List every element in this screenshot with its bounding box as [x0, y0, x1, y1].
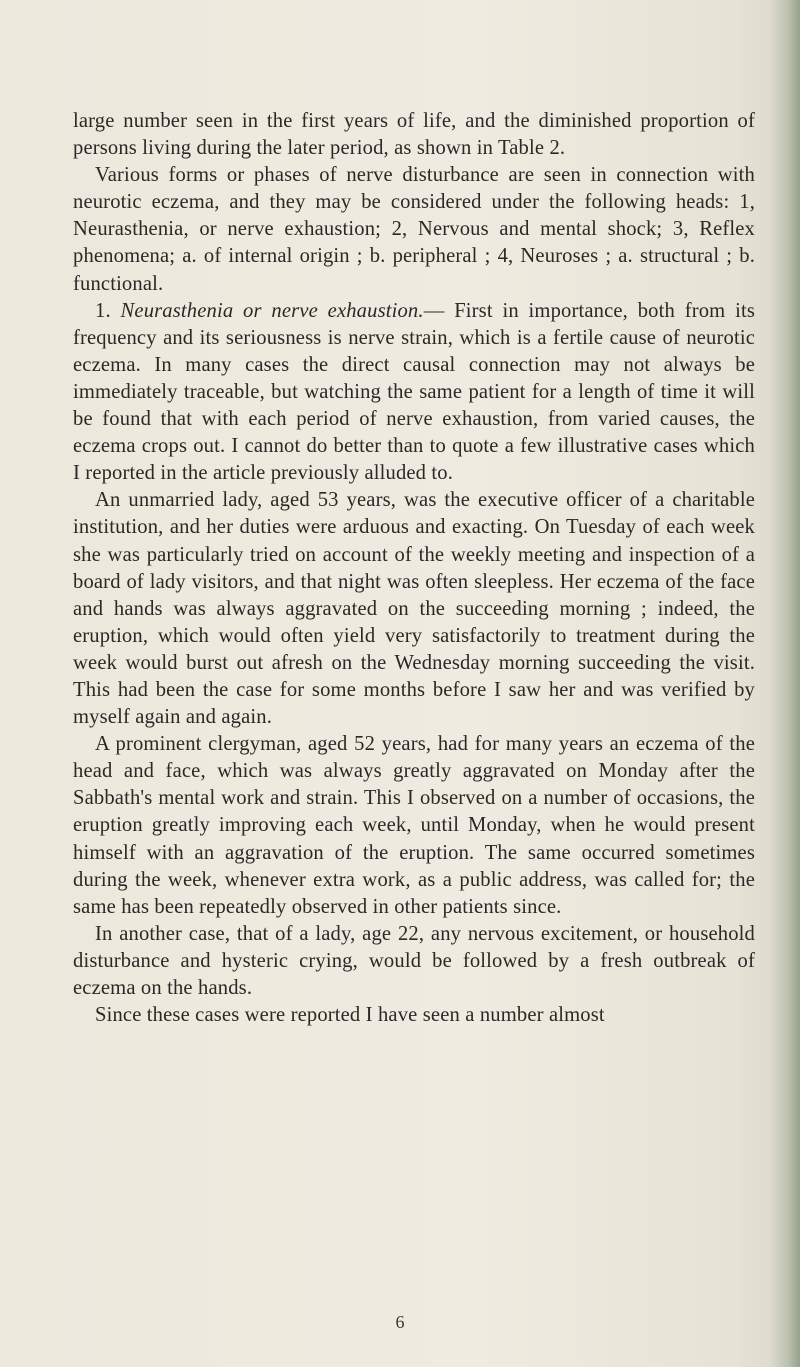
paragraph-case-clergyman: A prominent clergyman, aged 52 years, had for many years an eczema of the head and face, which was always greatly aggravated on Monday after the Sabbath's mental work and strain. This I observed on a number of occasions, the eruption greatly improving each week, until Monday, when he would present himself with an aggravation of the eruption. The same occurred sometimes during the week, whenever extra work, as a public address, was called for; the same has been repeatedly observed in other patients since. — [73, 733, 755, 918]
page-number: 6 — [395, 1312, 405, 1332]
paragraph-nerve-disturbance-heads: Various forms or phases of nerve disturbance are seen in connection with neurotic eczema, and they may be considered under the following heads: 1, Neurasthenia, or nerve exhaustion; 2, Nervous and mental shock; 3, Reflex phenomena; a. of internal origin ; b. peripheral ; 4, Neuroses ; a. structural ; b. functional. — [73, 164, 755, 295]
paragraph-since-reported: Since these cases were reported I have seen a number almost — [95, 1004, 605, 1027]
paragraph-continuation: large number seen in the first years of life, and the diminished proportion of persons living during the later period, as shown in Table 2. — [73, 110, 755, 160]
body-text — [73, 108, 755, 1029]
page-edge-shadow — [770, 0, 800, 1367]
section-body: — First in importance, both from its frequency and its seriousness is nerve strain, which is a fertile cause of neurotic eczema. In many cases the direct causal connection may not always be immediately traceable, but watching the same patient for a length of time it will be found that with each period of nerve exhaustion, from varied causes, the eczema crops out. I cannot do better than to quote a few illustrative cases which I reported in the article previously alluded to. — [73, 299, 755, 485]
paragraph-neurasthenia — [73, 298, 755, 488]
paragraph-case-lady-22: In another case, that of a lady, age 22, any nervous excitement, or household disturbance and hysteric crying, would be followed by a fresh outbreak of eczema on the hands. — [73, 922, 755, 999]
section-number: 1. — [95, 299, 121, 322]
paragraph-case-unmarried-lady: An unmarried lady, aged 53 years, was the executive officer of a charitable institution, and her duties were arduous and exacting. On Tuesday of each week she was particularly tried on account of the weekly meeting and inspection of a board of lady visitors, and that night was often sleepless. Her eczema of the face and hands was always aggravated on the succeeding morning ; indeed, the eruption, which would often yield very satisfactorily to treatment during the week would burst out afresh on the Wednesday morning succeeding the visit. This had been the case for some months before I saw her and was verified by myself again and again. — [73, 489, 755, 729]
section-heading-neurasthenia: Neurasthenia or nerve exhaustion. — [120, 299, 424, 322]
